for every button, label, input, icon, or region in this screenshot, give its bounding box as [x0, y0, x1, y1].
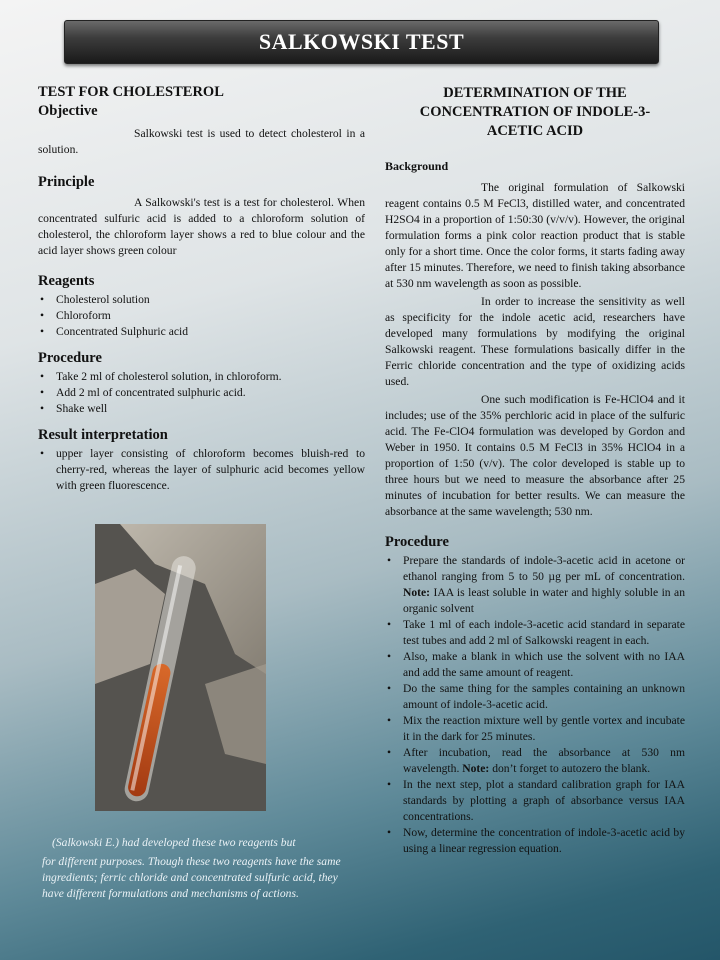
right-column: [385, 84, 685, 857]
quote-rest: for different purposes. Though these two reagents have the same ingredients; ferric chloride and concentrated sulfuric acid, they have different formulations and mechanisms of actions.: [42, 855, 341, 900]
list-item: • Now, determine the concentration of indole-3-acetic acid by using a linear regression equation.: [385, 825, 685, 857]
reagents-heading: Reagents: [38, 273, 95, 289]
left-column: [38, 84, 365, 494]
list-item: • After incubation, read the absorbance at 530 nm wavelength. Note: don’t forget to autozero the blank.: [385, 745, 685, 777]
objective-text: Salkowski test is used to detect cholesterol in a solution.: [38, 127, 365, 156]
quote-line-1: (Salkowski E.) had developed these two reagents but: [52, 836, 296, 849]
test-heading: TEST FOR CHOLESTEROL: [38, 84, 224, 100]
background-paragraph: The original formulation of Salkowski reagent contains 0.5 M FeCl3, distilled water, and concentrated H2SO4 in a proportion of 1:50:30 (v/v/v). However, the original formulation forms a pink color reaction product that is stable only for a short time. Once the color forms, it starts fading away after 15 minutes. Therefore, we need to finish taking absorbance at 530 nm wavelength as soon as possible.: [385, 181, 685, 290]
title-line: DETERMINATION OF THE: [443, 85, 627, 101]
title-banner: [64, 20, 659, 64]
list-item: • Chloroform: [38, 308, 365, 324]
section-title: [385, 84, 675, 141]
list-item: • Cholesterol solution: [38, 292, 365, 308]
reagents-list: [38, 292, 365, 340]
list-item: • Also, make a blank in which use the solvent with no IAA and add the same amount of reagent.: [385, 649, 685, 681]
result-list: [38, 446, 365, 494]
principle-heading: Principle: [38, 174, 95, 190]
background-paragraph: In order to increase the sensitivity as well as specificity for the indole acetic acid, researchers have developed many formulations by modifying the original Salkowski reagent. These formulations basically differ in the Ferric chloride concentration and the type of oxidizing acids used.: [385, 295, 685, 388]
procedure-list: [38, 369, 365, 417]
list-item: • In the next step, plot a standard calibration graph for IAA standards by plotting a graph of absorbance versus IAA concentrations.: [385, 777, 685, 825]
test-tube-photo: [95, 524, 266, 811]
list-item: • Add 2 ml of concentrated sulphuric acid.: [38, 385, 365, 401]
principle-text: A Salkowski's test is a test for cholesterol. When concentrated sulfuric acid is added to a chloroform solution of cholesterol, the chloroform layer shows a red to blue colour and the acid layer shows green colour: [38, 196, 365, 257]
objective-heading: Objective: [38, 103, 98, 119]
list-item: • Do the same thing for the samples containing an unknown amount of indole-3-acetic acid.: [385, 681, 685, 713]
procedure-list: [385, 553, 685, 857]
page-title: SALKOWSKI TEST: [258, 29, 465, 54]
list-item: • Concentrated Sulphuric acid: [38, 324, 365, 340]
title-line: ACETIC ACID: [486, 123, 584, 139]
procedure-heading: Procedure: [385, 534, 449, 550]
procedure-heading: Procedure: [38, 350, 102, 366]
title-line: CONCENTRATION OF INDOLE-3-: [419, 104, 651, 120]
background-heading: Background: [385, 159, 449, 173]
result-heading: Result interpretation: [38, 427, 168, 443]
list-item: • Mix the reaction mixture well by gentle vortex and incubate it in the dark for 25 minutes.: [385, 713, 685, 745]
list-item: • Take 2 ml of cholesterol solution, in chloroform.: [38, 369, 365, 385]
test-tube-illustration: [95, 524, 266, 811]
list-item: • Prepare the standards of indole-3-acetic acid in acetone or ethanol ranging from 5 to 50 µg per mL of concentration. Note: IAA is least soluble in water and highly soluble in an organic solvent: [385, 553, 685, 617]
list-item: • Take 1 ml of each indole-3-acetic acid standard in separate test tubes and add 2 ml of Salkowski reagent in each.: [385, 617, 685, 649]
background-paragraph: One such modification is Fe-HClO4 and it includes; use of the 35% perchloric acid in place of the sulfuric acid. The Fe-ClO4 formulation was developed by Gordon and Weber in 1950. It contains 0.5 M FeCl3 in 35% HClO4 in a proportion of 1:50 (v/v). The color developed is stable up to three hours but we need to measure the absorbance after 25 minutes of incubation for better results. We can measure the absorbance at the same wavelength; 530 nm.: [385, 393, 685, 518]
list-item: • Shake well: [38, 401, 365, 417]
list-item: • upper layer consisting of chloroform becomes bluish-red to cherry-red, whereas the layer of sulphuric acid becomes yellow with green fluorescence.: [38, 446, 365, 494]
footnote-quote: [42, 835, 362, 902]
